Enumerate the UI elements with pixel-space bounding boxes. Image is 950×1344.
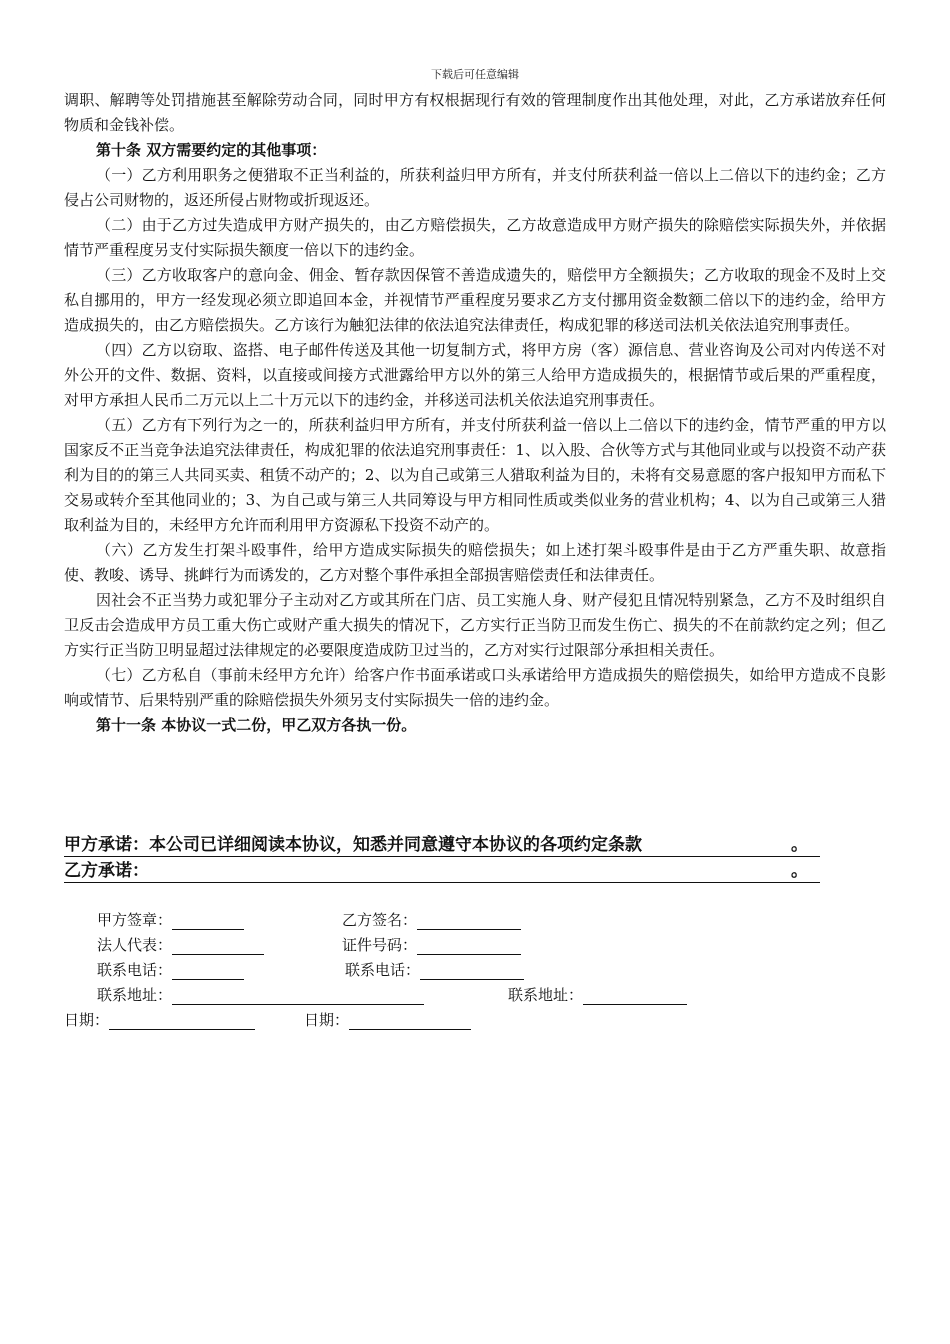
party-b-phone-row — [345, 960, 524, 980]
party-b-address-blank[interactable] — [583, 988, 687, 1005]
party-b-address-label: 联系地址： — [508, 986, 584, 1004]
party-a-phone-label: 联系电话： — [97, 961, 173, 979]
party-b-phone-blank[interactable] — [420, 963, 524, 980]
party-b-date-blank[interactable] — [349, 1013, 471, 1030]
clause-1: （一）乙方利用职务之便猎取不正当利益的，所获利益归甲方所有，并支付所获利益一倍以上二倍以下的违约金；乙方侵占公司财物的，返还所侵占财物或折现返还。 — [64, 166, 886, 209]
party-b-commitment — [64, 860, 820, 883]
clause-7: （七）乙方私自（事前未经甲方允许）给客户作书面承诺或口头承诺给甲方造成损失的赔偿损失，如给甲方造成不良影响或情节、后果特别严重的除赔偿损失外须另支付实际损失一倍的违约金。 — [64, 666, 886, 709]
article-10-heading: 第十条 双方需要约定的其他事项： — [96, 141, 327, 159]
clause-6: （六）乙方发生打架斗殴事件，给甲方造成实际损失的赔偿损失；如上述打架斗殴事件是由于乙方严重失职、故意指使、教唆、诱导、挑衅行为而诱发的，乙方对整个事件承担全部损害赔偿责任和法律责任。 — [64, 541, 886, 584]
party-a-rep-row — [97, 935, 264, 955]
commitment-period: 。 — [791, 835, 808, 855]
clause-2: （二）由于乙方过失造成甲方财产损失的，由乙方赔偿损失，乙方故意造成甲方财产损失的除赔偿实际损失外，并依据情节严重程度另支付实际损失额度一倍以下的违约金。 — [64, 216, 886, 259]
party-b-signature-row — [342, 910, 521, 930]
party-b-signature-blank[interactable] — [417, 913, 521, 930]
commitment-period: 。 — [791, 861, 808, 881]
document-body — [64, 88, 886, 738]
party-a-seal-row — [97, 910, 244, 930]
party-b-id-row — [342, 935, 521, 955]
party-b-date-label: 日期： — [304, 1011, 350, 1029]
party-a-rep-blank[interactable] — [172, 938, 264, 955]
clause-4: （四）乙方以窃取、盗搭、电子邮件传送及其他一切复制方式，将甲方房（客）源信息、营业咨询及公司对内传送不对外公开的文件、数据、资料，以直接或间接方式泄露给甲方以外的第三人给甲方造成损失的，根据情节或后果的严重程度，对甲方承担人民币二万元以上二十万元以下的违约金，并移送司法机关依法追究刑事责任。 — [64, 341, 886, 409]
party-a-phone-row — [97, 960, 244, 980]
party-b-id-label: 证件号码： — [342, 936, 418, 954]
party-a-seal-blank[interactable] — [172, 913, 244, 930]
party-a-phone-blank[interactable] — [172, 963, 244, 980]
party-a-address-label: 联系地址： — [97, 986, 173, 1004]
clause-6-supplement: 因社会不正当势力或犯罪分子主动对乙方或其所在门店、员工实施人身、财产侵犯且情况特别紧急，乙方不及时组织自卫反击会造成甲方员工重大伤亡或财产重大损失的情况下，乙方实行正当防卫而发生伤亡、损失的不在前款约定之列；但乙方实行正当防卫明显超过法律规定的必要限度造成防卫过当的，乙方对实行过限部分承担相关责任。 — [64, 591, 886, 659]
article-11: 第十一条 本协议一式二份，甲乙双方各执一份。 — [96, 716, 417, 734]
party-a-commitment-text: 甲方承诺：本公司已详细阅读本协议，知悉并同意遵守本协议的各项约定条款 — [64, 835, 642, 855]
clause-5: （五）乙方有下列行为之一的，所获利益归甲方所有，并支付所获利益一倍以上二倍以下的违约金，情节严重的甲方以国家反不正当竞争法追究法律责任，构成犯罪的依法追究刑事责任：1、以入股、合伙等方式与其他同业或与以投资不动产获利为目的的第三人共同买卖、租赁不动产的；2、以为自己或第三人猎取利益为目的，未将有交易意愿的客户报知甲方而私下交易或转介至其他同业的；3、为自己或与第三人共同筹设与甲方相同性质或类似业务的营业机构；4、以为自己或第三人猎取利益为目的，未经甲方允许而利用甲方资源私下投资不动产的。 — [64, 416, 886, 534]
party-b-phone-label: 联系电话： — [345, 961, 421, 979]
party-a-date-label: 日期： — [64, 1011, 110, 1029]
party-a-date-blank[interactable] — [109, 1013, 255, 1030]
party-b-date-row — [304, 1010, 471, 1030]
header-note: 下载后可任意编辑 — [431, 68, 519, 81]
party-a-address-row — [97, 985, 424, 1005]
party-a-commitment — [64, 834, 820, 857]
clause-3: （三）乙方收取客户的意向金、佣金、暂存款因保管不善造成遗失的，赔偿甲方全额损失；乙方收取的现金不及时上交私自挪用的，甲方一经发现必须立即追回本金，并视情节严重程度另要求乙方支付挪用资金数额二倍以下的违约金，给甲方造成损失的，由乙方赔偿损失。乙方该行为触犯法律的依法追究法律责任，构成犯罪的移送司法机关依法追究刑事责任。 — [64, 266, 886, 334]
party-a-seal-label: 甲方签章： — [97, 911, 173, 929]
party-b-address-row — [508, 985, 687, 1005]
party-a-address-blank[interactable] — [172, 988, 424, 1005]
party-b-commitment-text: 乙方承诺： — [64, 861, 149, 881]
party-b-signature-label: 乙方签名： — [342, 911, 418, 929]
party-a-rep-label: 法人代表： — [97, 936, 173, 954]
party-a-date-row — [64, 1010, 255, 1030]
paragraph-continuation: 调职、解聘等处罚措施甚至解除劳动合同，同时甲方有权根据现行有效的管理制度作出其他处理，对此，乙方承诺放弃任何物质和金钱补偿。 — [64, 91, 886, 134]
party-b-id-blank[interactable] — [417, 938, 521, 955]
